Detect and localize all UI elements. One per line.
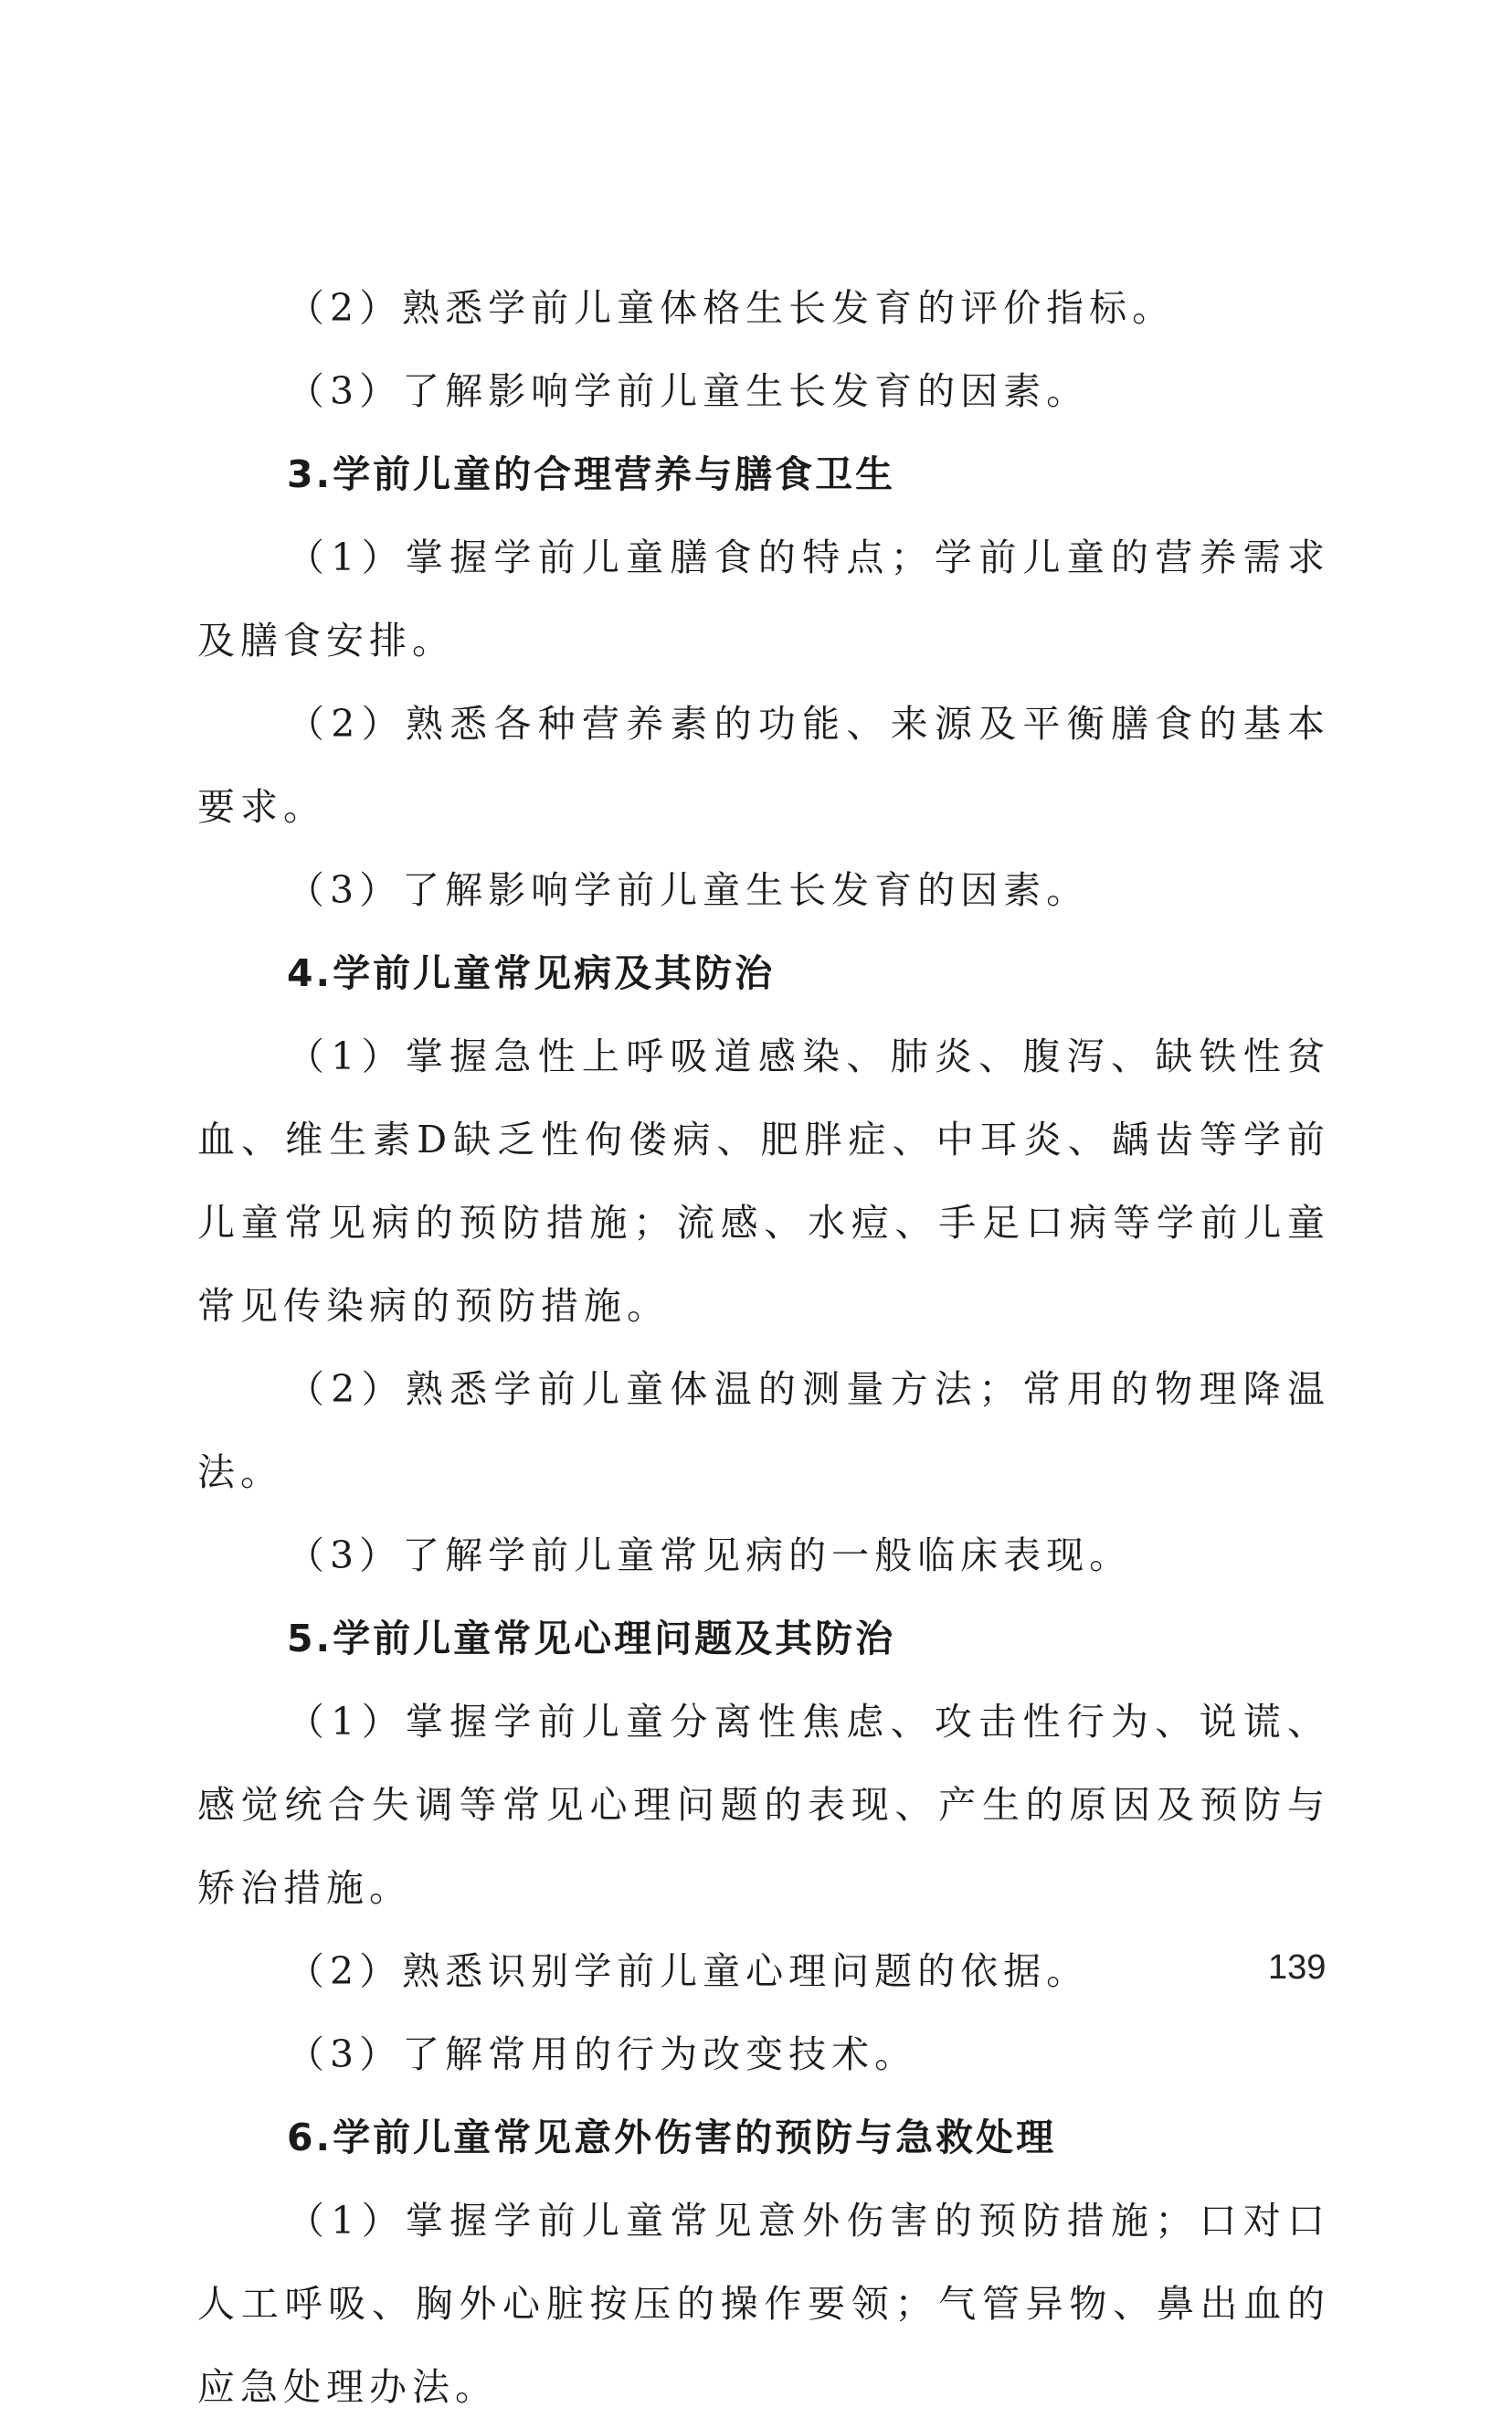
list-item: （3）了解影响学前儿童生长发育的因素。 bbox=[287, 369, 1090, 413]
list-item: （3）了解常用的行为改变技术。 bbox=[287, 2032, 918, 2076]
list-item: （1）掌握学前儿童分离性焦虑、攻击性行为、说谎、感觉统合失调等常见心理问题的表现、产生的原因及预防与矫治措施。 bbox=[197, 1700, 1330, 1910]
section-heading: 5.学前儿童常见心理问题及其防治 bbox=[287, 1617, 896, 1660]
list-item: （1）掌握学前儿童膳食的特点；学前儿童的营养需求及膳食安排。 bbox=[197, 536, 1330, 663]
list-item: （3）了解影响学前儿童生长发育的因素。 bbox=[287, 868, 1090, 912]
list-item: （2）熟悉学前儿童体温的测量方法；常用的物理降温法。 bbox=[197, 1367, 1330, 1494]
list-item: （2）熟悉识别学前儿童心理问题的依据。 bbox=[287, 1949, 1090, 1993]
document-body bbox=[197, 267, 1330, 2429]
list-item: （2）熟悉各种营养素的功能、来源及平衡膳食的基本要求。 bbox=[197, 702, 1330, 829]
page-number: 139 bbox=[1268, 1948, 1327, 1987]
list-item: （3）了解学前儿童常见病的一般临床表现。 bbox=[287, 1533, 1133, 1577]
list-item: （1）掌握学前儿童常见意外伤害的预防措施；口对口人工呼吸、胸外心脏按压的操作要领；气管异物、鼻出血的应急处理办法。 bbox=[197, 2199, 1330, 2409]
list-item: （1）掌握急性上呼吸道感染、肺炎、腹泻、缺铁性贫血、维生素D缺乏性佝偻病、肥胖症、中耳炎、龋齿等学前儿童常见病的预防措施；流感、水痘、手足口病等学前儿童常见传染病的预防措施。 bbox=[197, 1034, 1330, 1328]
section-heading: 3.学前儿童的合理营养与膳食卫生 bbox=[287, 452, 896, 496]
list-item: （2）熟悉学前儿童体格生长发育的评价指标。 bbox=[287, 286, 1176, 330]
section-heading: 4.学前儿童常见病及其防治 bbox=[287, 951, 776, 995]
section-heading: 6.学前儿童常见意外伤害的预防与急救处理 bbox=[287, 2116, 1057, 2159]
